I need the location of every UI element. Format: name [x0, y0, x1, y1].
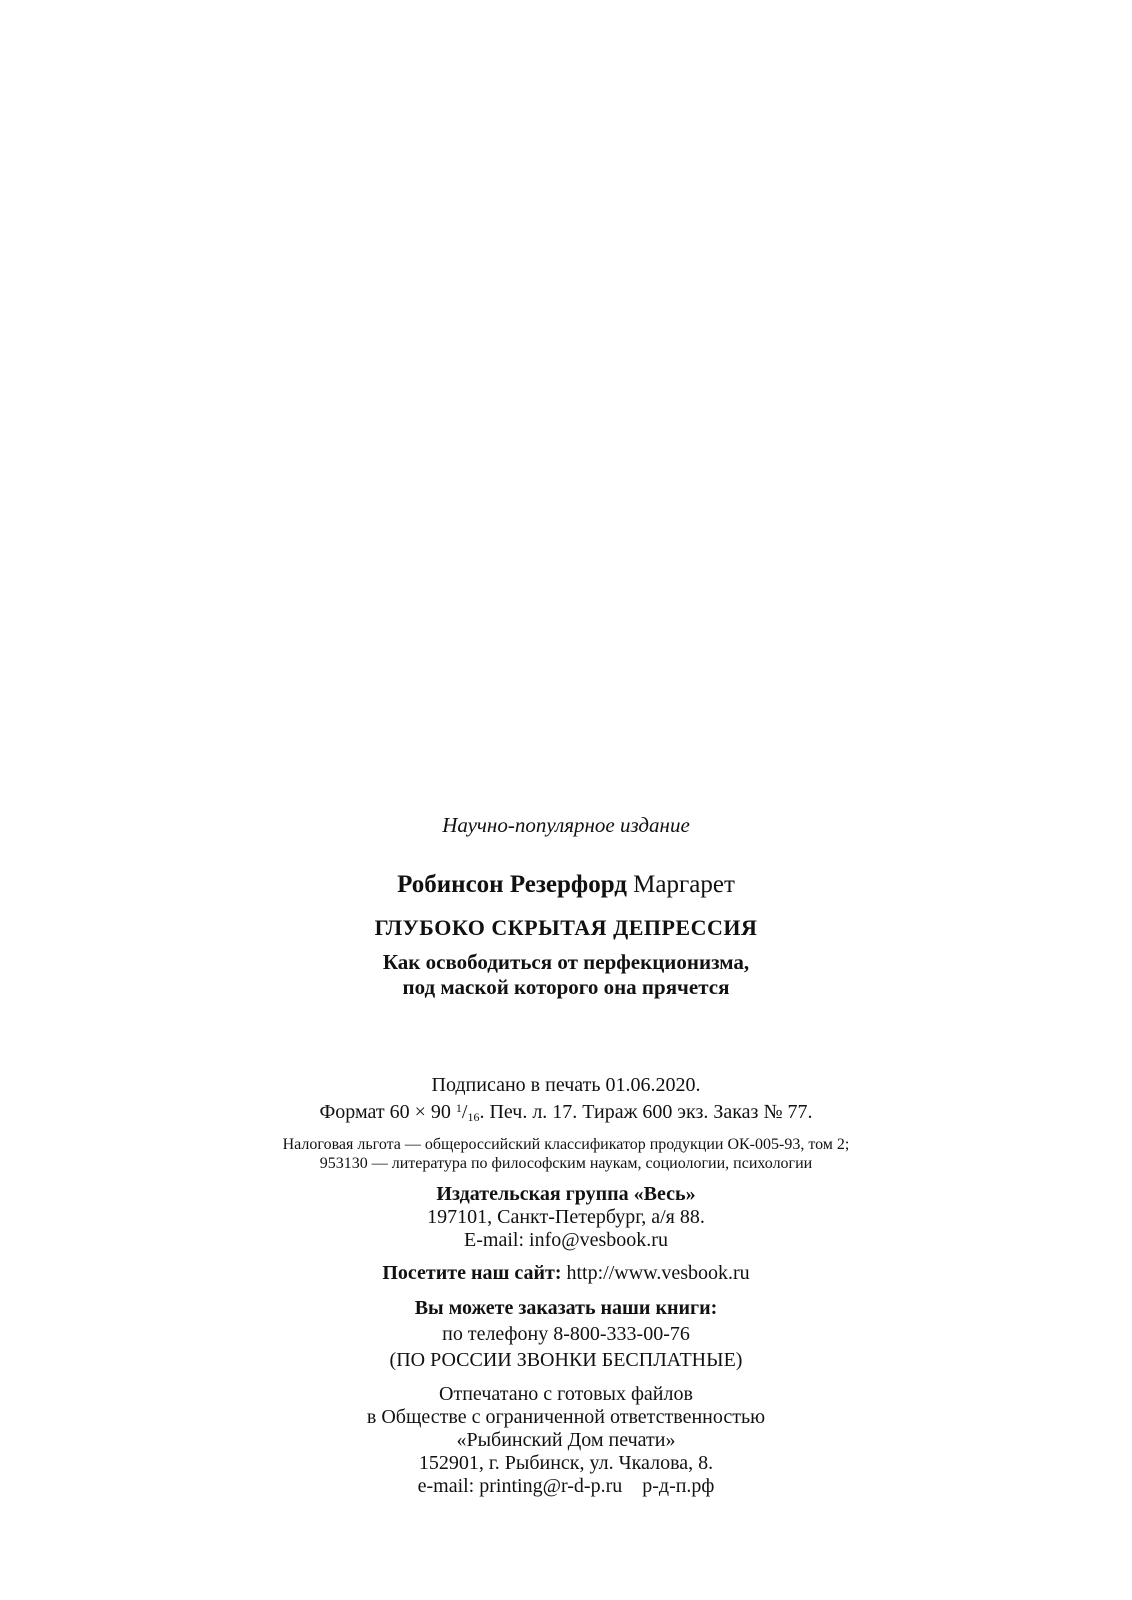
printer-email: e-mail: printing@r-d-p.ru [417, 1475, 623, 1497]
printer-line: «Рыбинский Дом печати» [456, 1429, 676, 1451]
printer-contacts [0, 1475, 1132, 1498]
format-denominator: 16 [467, 1110, 480, 1124]
website-link[interactable]: http://www.vesbook.ru [566, 1262, 750, 1284]
format-prefix: Формат 60 × 90 [319, 1101, 451, 1123]
author-name [0, 870, 1132, 900]
subtitle-line: под маской которого она прячется [402, 975, 730, 999]
print-info [0, 1074, 1132, 1129]
printer-line: 152901, г. Рыбинск, ул. Чкалова, 8. [418, 1452, 714, 1474]
tax-line: Налоговая льгота — общероссийский классификатор продукции ОК-005-93, том 2; [282, 1136, 850, 1153]
format-line: Формат 60 × 90 $^1/_{16}$. Печ. л. 17. Тираж 600 экз. Заказ № 77. [319, 1101, 813, 1124]
signed-date: Подписано в печать 01.06.2020. [431, 1074, 701, 1096]
order-label: Вы можете заказать наши книги: [414, 1297, 718, 1319]
book-subtitle [0, 950, 1132, 1000]
subtitle-line: Как освободиться от перфекционизма, [382, 950, 750, 974]
publisher-email: E-mail: info@vesbook.ru [464, 1229, 668, 1251]
printer-line: в Обществе с ограниченной ответственностью [366, 1406, 766, 1428]
format-numerator: 1 [455, 1101, 462, 1115]
order-info [0, 1295, 1132, 1373]
website-line [0, 1262, 1132, 1285]
publisher-name: Издательская группа «Весь» [436, 1183, 696, 1205]
publisher-info [0, 1183, 1132, 1252]
book-title: ГЛУБОКО СКРЫТАЯ ДЕПРЕССИЯ [374, 915, 758, 940]
printer-site: р-д-п.рф [642, 1475, 715, 1497]
order-note: (ПО РОССИИ ЗВОНКИ БЕСПЛАТНЫЕ) [389, 1349, 743, 1371]
genre-label: Научно-популярное издание [442, 813, 690, 837]
tax-line: 953130 — литература по философским наукам, социологии, психологии [319, 1155, 813, 1172]
printer-info [0, 1383, 1132, 1498]
printer-line: Отпечатано с готовых файлов [439, 1383, 693, 1405]
website-label: Посетите наш сайт: [382, 1262, 562, 1284]
tax-info [0, 1135, 1132, 1173]
author-surname: Робинсон Резерфорд [397, 871, 627, 898]
order-phone: по телефону 8-800-333-00-76 [442, 1323, 690, 1345]
colophon [0, 812, 1132, 1498]
publisher-address: 197101, Санкт-Петербург, а/я 88. [427, 1206, 705, 1228]
author-given-name: Маргарет [633, 871, 735, 898]
format-suffix: . Печ. л. 17. Тираж 600 экз. Заказ № 77. [479, 1101, 813, 1123]
